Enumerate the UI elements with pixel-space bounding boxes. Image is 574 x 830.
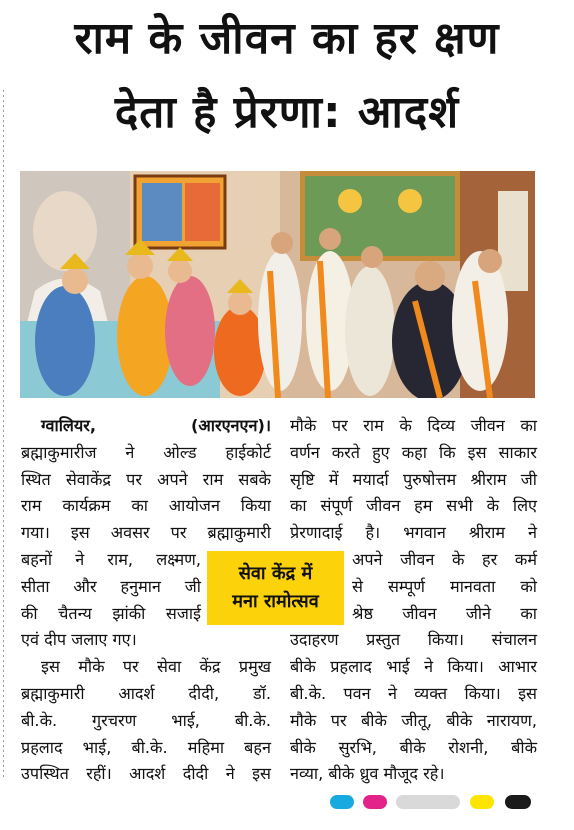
article-line: मौके पर बीके जीतू, बीके नारायण, [290,710,537,730]
article-line: वर्णन करते हुए कहा कि इस साकार [290,442,537,462]
article-dateline: ग्वालियर, (आरएनएन)। [41,416,271,435]
margin-fold-line [3,90,4,780]
article-line: बी.के. गुरचरण भाई, बी.के. [21,710,271,730]
article-line: अपने जीवन के हर कर्म [352,549,537,569]
article-line: नव्या, बीके ध्रुव मौजूद रहे। [290,764,445,784]
article-line: बहनों ने राम, लक्ष्मण, [21,549,201,569]
callout-line-2: मना रामोत्सव [232,591,319,612]
event-photo [20,171,535,398]
article-line: उपस्थित रहीं। आदर्श दीदी ने इस [21,764,271,784]
article-line: की चैतन्य झांकी सजाई [21,603,201,623]
article-line: एवं दीप जलाए गए। [21,630,137,650]
article-line: इस मौके पर सेवा केंद्र प्रमुख [41,657,271,677]
headline-line-1: राम के जीवन का हर क्षण [74,13,500,64]
article-line: श्रेष्ठ जीवन जीने का [352,603,537,623]
article-line: स्थित सेवाकेंद्र पर अपने राम सबके [21,469,271,489]
callout-box [207,551,344,625]
callout-line-1: सेवा केंद्र में [238,563,313,584]
article-line: मौके पर राम के दिव्य जीवन का [290,416,537,435]
article-line: प्रेरणादाई है। भगवान श्रीराम ने [290,523,537,543]
article-line: बीके सुरभि, बीके रोशनी, बीके [290,737,537,757]
article-line: राम कार्यक्रम का आयोजन किया [21,496,271,516]
article-line: प्रहलाद भाई, बी.के. महिमा बहन [21,737,271,757]
print-mark-gray [396,795,460,809]
article-line: सृष्टि में मयार्दा पुरुषोत्तम श्रीराम जी [290,469,537,489]
print-mark-yellow [470,795,494,809]
headline-line-2: देता है प्रेरणा: आदर्श [114,87,460,138]
article-line: से सम्पूर्ण मानवता को [352,576,537,596]
article-line: का संपूर्ण जीवन हम सभी के लिए [290,496,537,516]
article-line: गया। इस अवसर पर ब्रह्माकुमारी [21,523,271,543]
article-line: बीके प्रहलाद भाई ने किया। आभार [290,657,537,677]
article-line: उदाहरण प्रस्तुत किया। संचालन [290,630,537,650]
print-mark-cyan [330,795,354,809]
article-line: बी.के. पवन ने व्यक्त किया। इस [290,683,537,703]
print-mark-magenta [363,795,387,809]
article-line: ब्रह्माकुमारीज ने ओल्ड हाईकोर्ट [21,442,271,462]
article-line: ब्रह्माकुमारी आदर्श दीदी, डॉ. [21,683,271,703]
print-mark-black [505,795,531,809]
article-line: सीता और हनुमान जी [21,576,201,596]
